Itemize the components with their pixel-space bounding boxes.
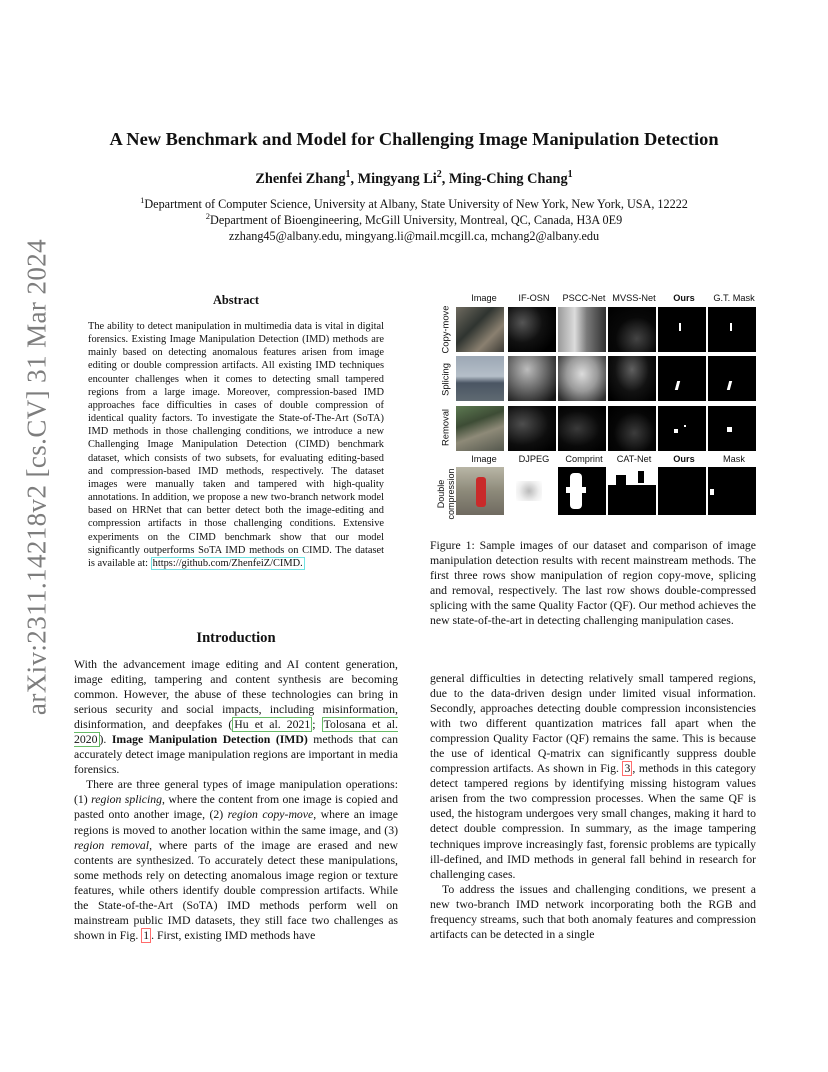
figure-ref-link[interactable]: 1 <box>143 928 150 942</box>
affiliation-2: $^2$Department of Bioengineering, McGill University, Montreal, QC, Canada, H3A 0E9 <box>205 210 623 227</box>
figure-ref-link[interactable]: 3 <box>624 762 631 776</box>
result-mask <box>558 467 606 515</box>
column-header: DJPEG <box>518 454 550 464</box>
result-mask <box>608 467 656 515</box>
result-mask <box>558 406 606 451</box>
author-name: Mingyang Li <box>357 171 437 187</box>
column-header: Mask <box>723 454 745 464</box>
result-mask <box>658 307 706 352</box>
result-mask <box>558 307 606 352</box>
paragraph: general difficulties in detecting relatively small tampered regions, due to the data-driven design under limited visual information. Secondly, approaches detecting double compression inconsistencies with two different quantization matrices fall apart when the compression Quality Factor (QF) remains the same. This is because the use of identical Q-matrix can significantly suppress double compression artifacts. As shown in Fig. 3 , methods in this category detect tampered regions by identifying missing histogram values arisen from the two compression processes. When the same QF is used, the histogram undergoes very small changes, making it hard to detect double compression. In summary, as the image tampering techniques improve increasingly fast, forensic problems are typically ill-defined, and IMD methods in general fall behind in research for challenging cases. <box>430 672 756 881</box>
figure-caption: Figure 1: Sample images of our dataset and comparison of image manipulation detection results with recent mainstream methods. The first three rows show manipulation of region copy-move, splicing and removal, respectively. The last row shows double-compressed splicing with the same Quality Factor (QF). Our method achieves the new state-of-the-art in detecting challenging manipulation cases. <box>430 539 756 628</box>
column-header: PSCC-Net <box>562 293 606 303</box>
result-mask <box>658 406 706 451</box>
author-name: Zhenfei Zhang <box>255 171 346 187</box>
result-mask <box>608 307 656 352</box>
paragraph: With the advancement image editing and AI content generation, image editing, tampering and content synthesis are becoming common. However, the abuse of these technologies can bring in serious security and social impacts, including misinformation, disinformation, and deepfakes ( Hu et al. 2021 ; Tolosana et al. 2020 ). Image Manipulation Detection (IMD) methods that can accurately detect image manipulation regions are important in media forensics. <box>74 658 398 777</box>
column-header: Comprint <box>565 454 603 464</box>
column-header: CAT-Net <box>616 454 652 464</box>
result-mask <box>658 467 706 515</box>
column-header: IF-OSN <box>518 293 550 303</box>
arxiv-stamp <box>17 238 57 716</box>
sample-image <box>456 307 504 352</box>
ground-truth-mask <box>708 307 756 352</box>
paragraph: There are three general types of image manipulation operations: (1) region splicing, where the content from one image is copied and pasted onto another image, (2) region copy-move, where an image regions is moved to another location within the same image, and (3) region removal, where parts of the image are erased and new contents are synthesized. To accurately detect these manipulations, some methods rely on detecting anomalous image region or texture features, while others identify double compression artifacts. While the State-of-the-Art (SoTA) IMD methods perform well on mainstream public IMD datasets, they still face two challenges as shown in Fig. 1 . First, existing IMD methods have <box>74 778 399 942</box>
result-mask <box>658 356 706 401</box>
row-label: Removal <box>439 409 451 446</box>
dataset-link[interactable]: https://github.com/ZhenfeiZ/CIMD. <box>152 557 303 569</box>
citation-link[interactable]: Tolosana et al. 2020 <box>74 718 398 747</box>
ground-truth-mask <box>708 356 756 401</box>
result-mask <box>508 356 556 401</box>
result-mask <box>558 356 606 401</box>
result-mask <box>508 406 556 451</box>
ground-truth-mask <box>708 406 756 451</box>
sample-image <box>456 356 504 401</box>
row-label: Splicing <box>439 363 451 396</box>
result-mask <box>508 307 556 352</box>
row-label: Double compression <box>436 468 456 520</box>
result-mask <box>608 356 656 401</box>
column-header: Ours <box>673 293 695 303</box>
sample-image <box>456 406 504 451</box>
affiliation-1: $^1$Department of Computer Science, University at Albany, State University of New York, New York, USA, 12222 <box>140 194 688 211</box>
result-mask <box>608 406 656 451</box>
result-mask <box>508 467 556 515</box>
column-header: MVSS-Net <box>612 293 656 303</box>
sample-image <box>456 467 504 515</box>
row-label: Copy-move <box>439 305 451 354</box>
email-list: zzhang45@albany.edu, mingyang.li@mail.mcgill.ca, mchang2@albany.edu <box>228 229 600 243</box>
author-list: Zhenfei Zhang$^1$, Mingyang Li$^2$, Ming-Ching Chang$^1$ <box>255 169 573 187</box>
figure-1 <box>430 290 760 530</box>
column-header: Image <box>471 454 497 464</box>
introduction-heading: Introduction <box>196 630 276 646</box>
ground-truth-mask <box>708 467 756 515</box>
introduction-body <box>74 657 398 943</box>
abstract-heading: Abstract <box>212 293 260 307</box>
paragraph: To address the issues and challenging conditions, we present a new two-branch IMD network incorporating both the RGB and frequency streams, such that both anomaly features and compression artifacts can be detected in a single <box>430 882 756 941</box>
abstract-text: The ability to detect manipulation in multimedia data is vital in digital forensics. Existing Image Manipulation Detection (IMD) methods are mainly based on detecting anomalous features arisen from image editing or double compression artifacts. All existing IMD techniques encounter challenges when it comes to detecting small tampered regions from a large image. Moreover, compression-based IMD approaches face difficulties in cases of double compression of identical quality factors. To investigate the State-of-The-Art (SoTA) IMD methods in those challenging conditions, we introduce a new Challenging Image Manipulation Detection (CIMD) benchmark dataset, which consists of two subsets, for evaluating editing-based and compression-based IMD methods, respectively. The dataset images were manually taken and tampered with high-quality annotations. In addition, we propose a new two-branch network model based on HRNet that can better detect both the image-editing and compression artifacts in those challenging conditions. Extensive experiments on the CIMD benchmark show that our model significantly outperforms SoTA IMD methods on CIMD. The dataset is available at: https://github.com/ZhenfeiZ/CIMD. <box>88 321 384 569</box>
column-header: G.T. Mask <box>713 293 755 303</box>
citation-link[interactable]: Hu et al. 2021 <box>234 718 311 732</box>
arxiv-identifier: arXiv:2311.14218v2 [cs.CV] 31 Mar 2024 <box>21 238 52 716</box>
column-header: Ours <box>673 454 695 464</box>
right-column-body <box>430 671 756 942</box>
paper-title: A New Benchmark and Model for Challenging Image Manipulation Detection <box>109 129 719 149</box>
column-header: Image <box>471 293 497 303</box>
author-name: Ming-Ching Chang <box>448 171 568 187</box>
